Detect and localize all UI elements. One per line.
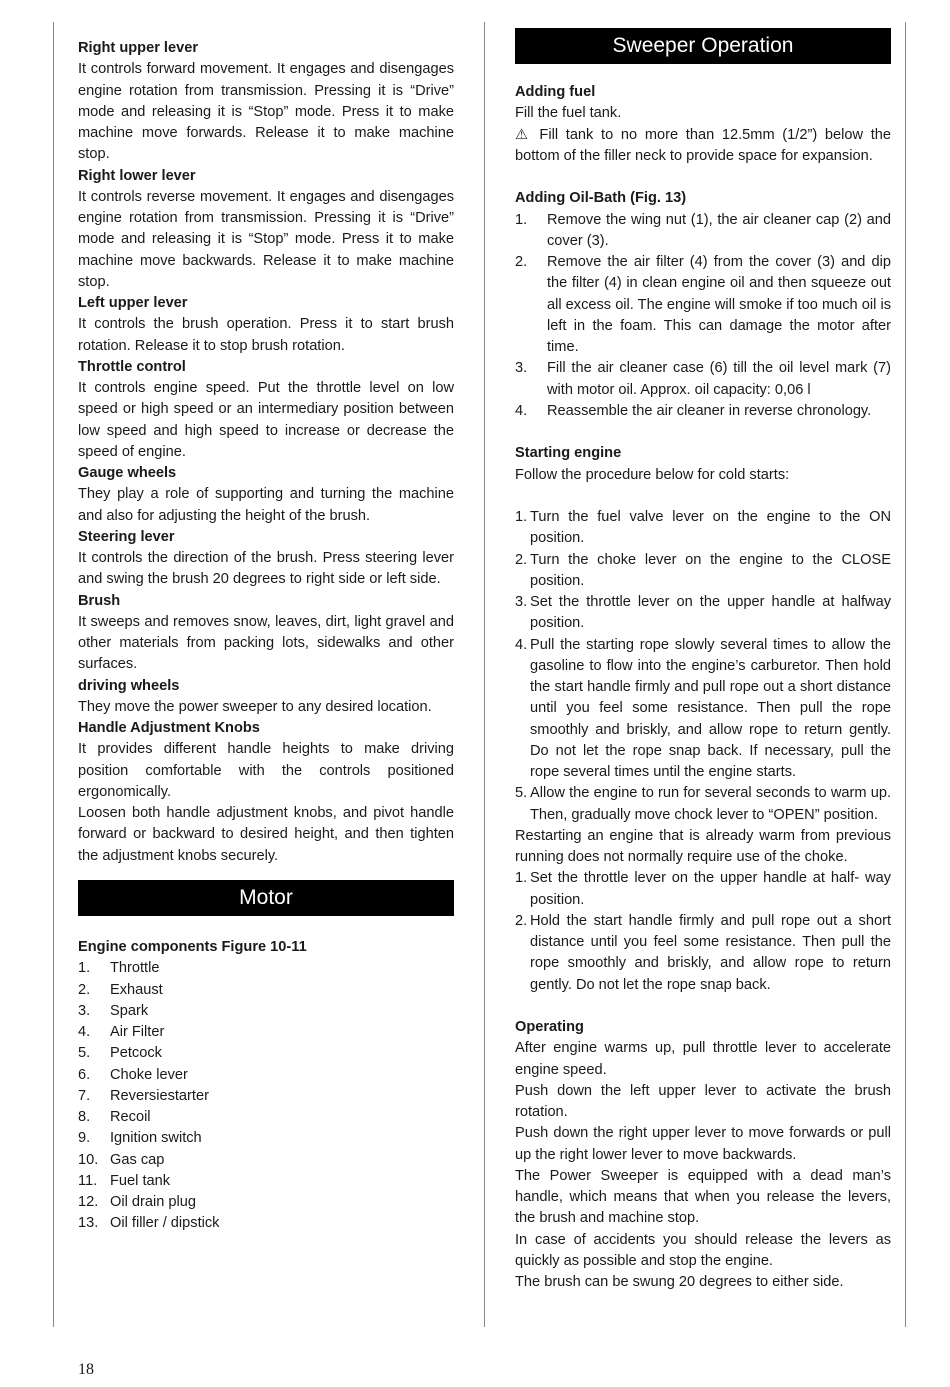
left-column-rule xyxy=(53,22,54,1327)
operating-paragraph: Push down the left upper lever to activate the brush rotation. xyxy=(515,1082,891,1120)
adding-oil-section xyxy=(515,188,891,422)
engine-components-heading: Engine components Figure 10-11 xyxy=(78,939,307,955)
adding-fuel-text: Fill the fuel tank. xyxy=(515,105,622,122)
operating-paragraph: In case of accidents you should release the levers as quickly as possible and stop the engine. xyxy=(515,1231,891,1269)
list-text: Reversiestarter xyxy=(110,1087,209,1104)
engine-component-item xyxy=(78,1107,454,1128)
engine-component-item xyxy=(78,1065,454,1086)
list-text: Remove the wing nut (1), the air cleaner cap (2) and cover (3). xyxy=(547,211,891,249)
list-number: 4. xyxy=(515,402,528,419)
list-number: 2. xyxy=(515,551,528,568)
page-number: 18 xyxy=(78,1361,94,1378)
oil-step-item xyxy=(515,210,891,253)
list-text: Oil filler / dipstick xyxy=(110,1215,220,1232)
motor-section-banner: Motor xyxy=(78,880,454,916)
list-number: 1. xyxy=(78,960,91,977)
control-description: Loosen both handle adjustment knobs, and pivot handle forward or backward to desired height, and then tighten the adjustment knobs securely. xyxy=(78,805,454,864)
engine-component-item xyxy=(78,1192,454,1213)
list-number: 4. xyxy=(78,1024,91,1040)
cold-start-step xyxy=(515,507,891,550)
operating-paragraph: The Power Sweeper is equipped with a dead man’s handle, which means that when you release the levers, the brush and machine stop. xyxy=(515,1167,891,1227)
list-text: Fill the air cleaner case (6) till the oil level mark (7) with motor oil. Approx. oil capacity: 0,06 l xyxy=(547,360,891,398)
engine-component-item xyxy=(78,1043,454,1064)
list-text: Petcock xyxy=(110,1045,162,1062)
list-number: 2. xyxy=(515,912,528,929)
oil-steps-list xyxy=(515,210,891,423)
control-heading: Gauge wheels xyxy=(78,465,177,481)
list-number: 5. xyxy=(78,1045,91,1062)
list-number: 4. xyxy=(515,636,528,653)
starting-engine-heading: Starting engine xyxy=(515,445,622,462)
list-text: Recoil xyxy=(110,1109,151,1125)
warm-start-intro: Restarting an engine that is already warm from previous running does not normally require use of the choke. xyxy=(515,827,891,865)
control-description: It controls engine speed. Put the throttle level on low speed or high speed or an intermediary position between low speed and high speed to increase or decrease the speed of engine. xyxy=(78,380,454,460)
operating-paragraph: After engine warms up, pull throttle lever to accelerate engine speed. xyxy=(515,1040,891,1078)
oil-step-item xyxy=(515,252,891,358)
adding-oil-heading: Adding Oil-Bath (Fig. 13) xyxy=(515,190,687,207)
cold-start-step xyxy=(515,550,891,593)
list-text: Allow the engine to run for several seconds to warm up. Then, gradually move chock lever to “OPEN” position. xyxy=(530,785,891,823)
cold-start-intro: Follow the procedure below for cold starts: xyxy=(515,466,790,483)
warm-start-steps-list xyxy=(515,868,891,996)
control-description: It controls reverse movement. It engages and disengages engine rotation from transmission. Pressing it is “Drive” mode and releasing it is “Stop” mode. Press it to make machine move backwards. Release it to make machine stop. xyxy=(78,188,454,290)
engine-component-item xyxy=(78,958,454,979)
list-number: 13. xyxy=(78,1215,99,1232)
cold-start-steps-list xyxy=(515,507,891,826)
control-heading: Steering lever xyxy=(78,528,175,545)
operating-paragraphs xyxy=(515,1038,891,1293)
list-number: 3. xyxy=(515,360,528,377)
list-text: Fuel tank xyxy=(110,1172,171,1189)
list-text: Turn the choke lever on the engine to the CLOSE position. xyxy=(530,551,891,589)
engine-component-item xyxy=(78,1128,454,1149)
engine-component-item xyxy=(78,1213,454,1234)
engine-component-item xyxy=(78,1022,454,1043)
fuel-warning-text: ⚠ Fill tank to no more than 12.5mm (1/2”) below the bottom of the filler neck to provide space for expansion. xyxy=(515,126,891,164)
list-number: 2. xyxy=(78,981,91,998)
control-heading: Handle Adjustment Knobs xyxy=(78,720,260,736)
control-description: It sweeps and removes snow, leaves, dirt, light gravel and other materials from packing lots, sidewalks and other surfaces. xyxy=(78,613,454,673)
cold-start-step xyxy=(515,592,891,635)
list-number: 6. xyxy=(78,1066,91,1083)
control-description: It controls forward movement. It engages and disengages engine rotation from transmission. Pressing it is “Drive” mode and releasing it is “Stop” mode. Press it to make machine move forwards. Release it to make machine stop. xyxy=(78,61,454,163)
oil-step-item xyxy=(515,401,891,422)
center-column-rule xyxy=(484,22,485,1327)
list-text: Remove the air filter (4) from the cover (3) and dip the filter (4) in clean engine oil and then squeeze out all excess oil. The engine will smoke if too much oil is left in the foam. This can damage the motor after time. xyxy=(547,254,891,355)
list-text: Turn the fuel valve lever on the engine to the ON position. xyxy=(530,509,891,547)
control-description: They move the power sweeper to any desired location. xyxy=(78,698,432,715)
sweeper-operation-banner: Sweeper Operation xyxy=(515,28,891,64)
list-number: 10. xyxy=(78,1151,99,1168)
control-description: They play a role of supporting and turning the machine and also for adjusting the height of the brush. xyxy=(78,486,454,524)
list-number: 1. xyxy=(515,870,528,887)
list-number: 3. xyxy=(515,594,528,610)
control-heading: Brush xyxy=(78,592,121,609)
adding-fuel-heading: Adding fuel xyxy=(515,84,596,100)
engine-components-list xyxy=(78,958,454,1234)
warm-start-step xyxy=(515,868,891,911)
oil-step-item xyxy=(515,358,891,401)
cold-start-step xyxy=(515,783,891,826)
adding-fuel-section xyxy=(515,82,891,167)
list-text: Pull the starting rope slowly several times to allow the gasoline to flow into the engine’s carburetor. Then hold the start handle firmly and pull rope out a short distance until you feel some resistance. Then pull the rope smoothly and briskly, and allow rope to return gently. Do not let the rope snap back. If necessary, pull the rope several times until the engine starts. xyxy=(530,636,891,780)
list-number: 11. xyxy=(78,1172,98,1189)
engine-component-item xyxy=(78,1150,454,1171)
engine-component-item xyxy=(78,1001,454,1022)
right-column xyxy=(515,28,891,1293)
list-text: Set the throttle lever on the upper handle at half- way position. xyxy=(530,870,891,908)
list-number: 3. xyxy=(78,1002,91,1019)
control-heading: Right lower lever xyxy=(78,167,196,184)
control-heading: Throttle control xyxy=(78,358,186,375)
control-description: It controls the direction of the brush. Press steering lever and swing the brush 20 degrees to right side or left side. xyxy=(78,550,454,588)
list-text: Choke lever xyxy=(110,1066,188,1083)
list-text: Exhaust xyxy=(110,981,163,998)
list-number: 8. xyxy=(78,1109,91,1125)
operating-paragraph: Push down the right upper lever to move forwards or pull up the right lower lever to move backwards. xyxy=(515,1125,891,1163)
list-number: 9. xyxy=(78,1130,91,1147)
warm-start-step xyxy=(515,911,891,996)
right-column-rule xyxy=(905,22,906,1327)
list-number: 1. xyxy=(515,509,528,525)
engine-component-item xyxy=(78,980,454,1001)
control-description: It provides different handle heights to make driving position comfortable with the controls positioned ergonomically. xyxy=(78,741,454,800)
control-heading: driving wheels xyxy=(78,677,180,694)
list-text: Hold the start handle firmly and pull rope out a short distance until you feel some resistance. Then pull the rope smoothly and briskly, and allow rope to return gently. Do not let the rope snap back. xyxy=(530,912,891,993)
list-text: Oil drain plug xyxy=(110,1194,196,1210)
list-text: Gas cap xyxy=(110,1151,165,1168)
cold-start-step xyxy=(515,635,891,784)
list-number: 7. xyxy=(78,1087,91,1104)
operating-section xyxy=(515,1017,891,1293)
list-number: 5. xyxy=(515,785,528,802)
controls-description-section xyxy=(78,38,454,867)
control-heading: Left upper lever xyxy=(78,295,188,311)
list-text: Reassemble the air cleaner in reverse chronology. xyxy=(547,402,872,419)
control-description: It controls the brush operation. Press it to start brush rotation. Release it to stop brush rotation. xyxy=(78,316,454,354)
list-text: Ignition switch xyxy=(110,1130,202,1147)
list-text: Spark xyxy=(110,1002,149,1019)
list-number: 2. xyxy=(515,254,528,270)
operating-paragraph: The brush can be swung 20 degrees to either side. xyxy=(515,1274,844,1290)
list-text: Throttle xyxy=(110,960,160,977)
list-text: Set the throttle lever on the upper handle at halfway position. xyxy=(530,594,891,632)
starting-engine-section xyxy=(515,443,891,996)
control-heading: Right upper lever xyxy=(78,40,199,56)
operating-heading: Operating xyxy=(515,1019,584,1035)
list-number: 1. xyxy=(515,211,528,228)
engine-component-item xyxy=(78,1086,454,1107)
list-number: 12. xyxy=(78,1194,99,1210)
left-column xyxy=(78,38,454,1235)
engine-component-item xyxy=(78,1171,454,1192)
list-text: Air Filter xyxy=(110,1024,165,1040)
